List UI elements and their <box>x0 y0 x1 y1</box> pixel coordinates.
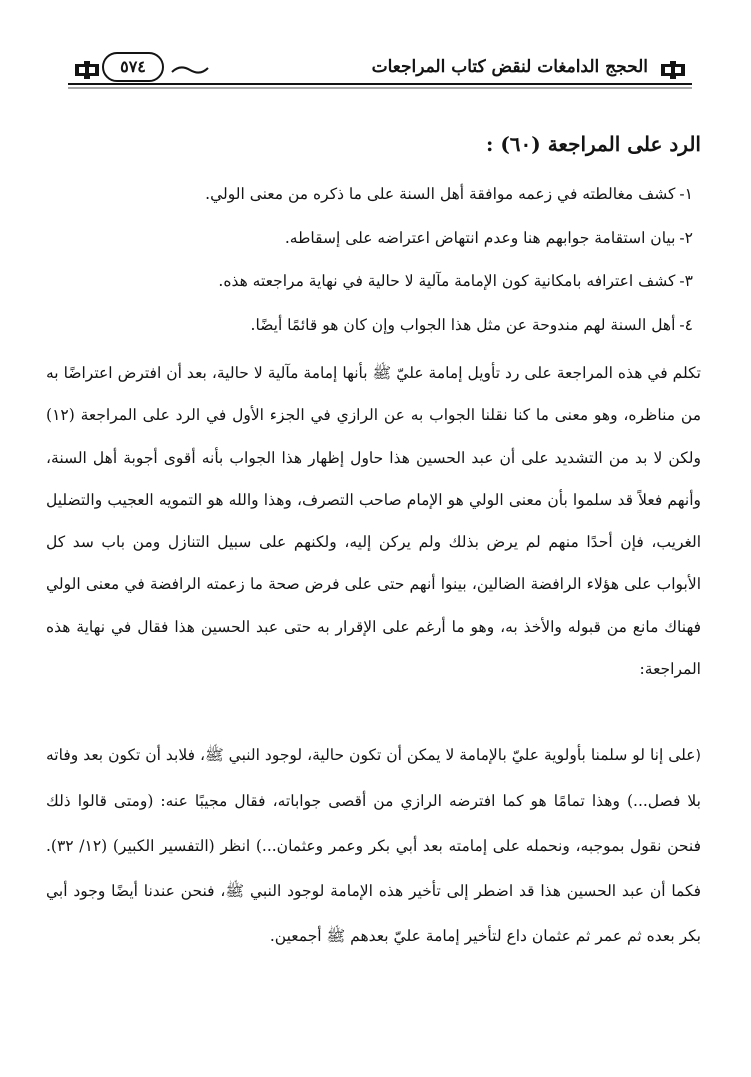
point-number: ١- <box>679 185 693 203</box>
book-title: الحجج الدامغات لنقض كتاب المراجعات <box>371 57 648 77</box>
point-text: كشف مغالطته في زعمه موافقة أهل السنة على ما ذكره من معنى الولي. <box>205 185 676 203</box>
point-number: ٢- <box>679 229 693 247</box>
list-item <box>218 270 693 292</box>
list-item <box>205 183 693 205</box>
body-paragraph: تكلم في هذه المراجعة على رد تأويل إمامة عليّ ﷺ بأنها إمامة مآلية لا حالية، بعد أن افترض اعتراضًا به من مناظره، وهو معنى ما كنا نقلنا الجواب به عن الرازي في الجزء الأول في الرد على المراجعة (١٢) ولكن لا بد من التشديد على أن عبد الحسين هذا حاول إظهار هذا الجواب بأنه أقوى أجوبة أهل السنة، وأنهم فعلاً قد سلموا بأن معنى الولي هو الإمام صاحب التصرف، وهذا والله هو التمويه العجيب والتضليل الغريب، فإن أحدًا منهم لم يرض بذلك ولم يركن إليه، ولكنهم على سبيل التنازل ومن باب سد كل الأبواب على هؤلاء الرافضة الضالين، بينوا أنهم حتى على فرض صحة ما زعمته الرافضة في معنى الولي فهناك مانع من قبوله والأخذ به، وهو ما أرغم على الإقرار به حتى عبد الحسين هذا فقال في نهاية هذه المراجعة: <box>46 364 701 679</box>
quote-paragraph <box>46 733 701 959</box>
section-heading: الرد على المراجعة (٦٠) : <box>485 132 701 156</box>
header-ornament-icon <box>74 60 100 80</box>
list-item <box>285 227 693 249</box>
scroll-ornament-icon <box>170 62 210 76</box>
point-text: كشف اعترافه بامكانية كون الإمامة مآلية لا حالية في نهاية مراجعته هذه. <box>218 272 676 290</box>
page-number: ٥٧٤ <box>102 52 164 82</box>
header-ornament-icon <box>660 60 686 80</box>
point-number: ٤- <box>679 316 693 334</box>
point-text: بيان استقامة جوابهم هنا وعدم انتهاض اعتراضه على إسقاطه. <box>284 229 676 247</box>
quote-open-paren: ( <box>695 748 701 764</box>
point-number: ٣- <box>679 272 693 290</box>
running-header <box>60 44 700 94</box>
list-item <box>251 314 693 336</box>
quote-text: على إنا لو سلمنا بأولوية عليّ بالإمامة لا يمكن أن تكون حالية، لوجود النبي ﷺ، فلابد أن تكون بعد وفاته بلا فصل...) وهذا تمامًا هو كما افترضه الرازي من أقصى جواباته، فقال مجيبًا عنه: (ومتى قالوا ذلك فنحن نقول بموجبه، ونحمله على إمامته بعد أبي بكر وعمر وعثمان...) انظر (التفسير الكبير) (١٢/ ٣٢). فكما أن عبد الحسين هذا قد اضطر إلى تأخير هذه الإمامة لوجود النبي ﷺ، فنحن عندنا أيضًا وجود أبي بكر بعده ثم عمر ثم عثمان داع لتأخير إمامة عليّ بعدهم ﷺ أجمعين. <box>46 746 701 945</box>
point-text: أهل السنة لهم مندوحة عن مثل هذا الجواب وإن كان هو قائمًا أيضًا. <box>250 316 676 334</box>
